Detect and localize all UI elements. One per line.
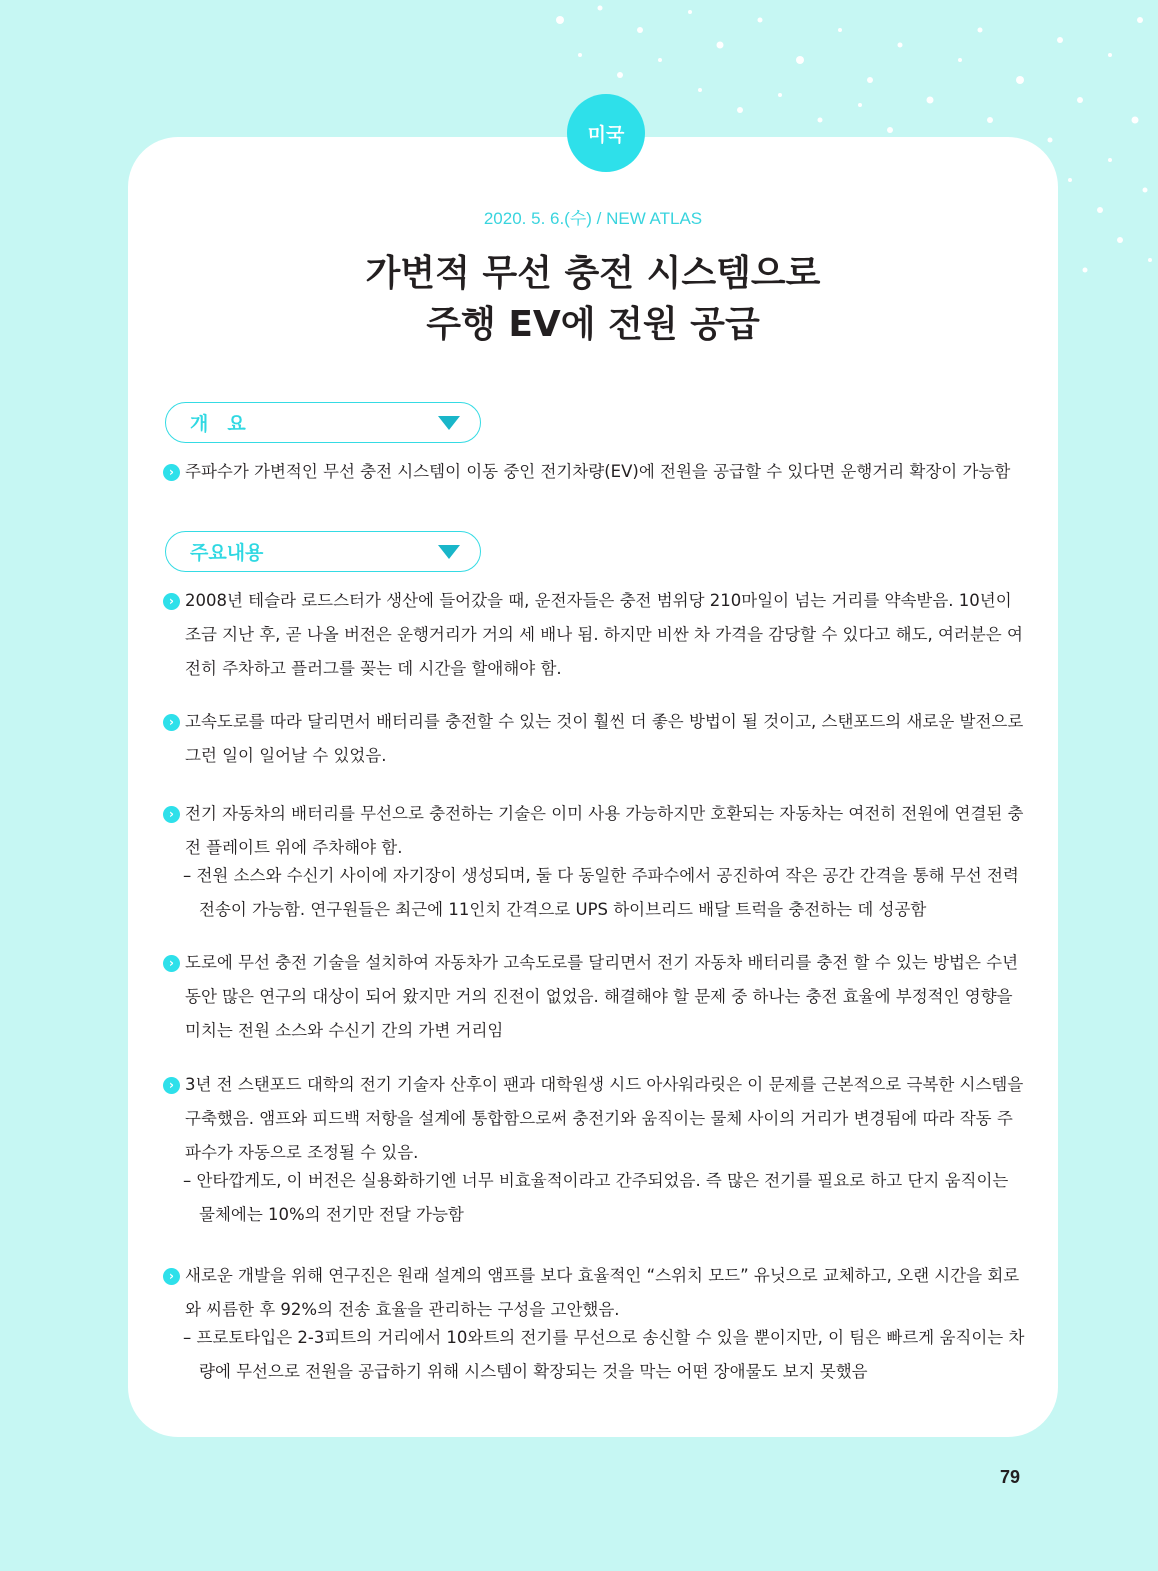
sub-item: – 프로토타입은 2-3피트의 거리에서 10와트의 전기를 무선으로 송신할 수 있을 뿐이지만, 이 팀은 빠르게 움직이는 차량에 무선으로 전원을 공급하기 위해 시스템이 확장되는 것을 막는 어떤 장애물도 보지 못했음 (183, 1328, 1025, 1381)
sub-item: – 전원 소스와 수신기 사이에 자기장이 생성되며, 둘 다 동일한 주파수에서 공진하여 작은 공간 간격을 통해 무선 전력 전송이 가능함. 연구원들은 최근에 11인치 간격으로 UPS 하이브리드 배달 트럭을 충전하는 데 성공함 (183, 866, 1019, 919)
country-badge: 미국 (567, 94, 645, 172)
sub-item: – 안타깝게도, 이 버전은 실용화하기엔 너무 비효율적이라고 간주되었음. 즉 많은 전기를 필요로 하고 단지 움직이는 물체에는 10%의 전기만 전달 가능함 (183, 1171, 1009, 1224)
main-bullet: › 새로운 개발을 위해 연구진은 원래 설계의 앰프를 보다 효율적인 “스위치 모드” 유닛으로 교체하고, 오랜 시간을 회로와 씨름한 후 92%의 전송 효율을 관리하는 구성을 고안했음. (163, 1259, 1025, 1327)
section-main-label: 주요내용 (190, 542, 264, 564)
bullet-arrow-icon: › (163, 806, 180, 823)
main-bullet: › 도로에 무선 충전 기술을 설치하여 자동차가 고속도로를 달리면서 전기 자동차 배터리를 충전 할 수 있는 방법은 수년 동안 많은 연구의 대상이 되어 왔지만 거의 진전이 없었음. 해결해야 할 문제 중 하나는 충전 효율에 부정적인 영향을 미치는 전원 소스와 수신기 간의 가변 거리임 (163, 946, 1025, 1048)
main-bullet: › 2008년 테슬라 로드스터가 생산에 들어갔을 때, 운전자들은 충전 범위당 210마일이 넘는 거리를 약속받음. 10년이 조금 지난 후, 곧 나올 버전은 운행거리가 거의 세 배나 됨. 하지만 비싼 차 가격을 감당할 수 있다고 해도, 여러분은 여전히 주차하고 플러그를 꽂는 데 시간을 할애해야 함. (163, 584, 1025, 686)
bullet-arrow-icon: › (163, 1268, 180, 1285)
main-bullet: › 3년 전 스탠포드 대학의 전기 기술자 산후이 팬과 대학원생 시드 아사워라릿은 이 문제를 근본적으로 극복한 시스템을 구축했음. 앰프와 피드백 저항을 설계에 통합함으로써 충전기와 움직이는 물체 사이의 거리가 변경됨에 따라 작동 주파수가 자동으로 조정될 수 있음. (163, 1068, 1025, 1170)
chevron-down-icon (438, 545, 460, 559)
section-overview-label: 개 요 (190, 413, 246, 435)
section-main-header[interactable] (165, 531, 481, 572)
bullet-arrow-icon: › (163, 593, 180, 610)
bullet-arrow-icon: › (163, 1077, 180, 1094)
title-line-2: 주행 EV에 전원 공급 (426, 304, 760, 345)
date-source: 2020. 5. 6.(수) / NEW ATLAS (483, 209, 703, 228)
bullet-arrow-icon: › (163, 464, 180, 481)
page-number: 79 (999, 1467, 1020, 1487)
title-line-1: 가변적 무선 충전 시스템으로 (365, 253, 821, 294)
bullet-arrow-icon: › (163, 714, 180, 731)
main-bullet: › 전기 자동차의 배터리를 무선으로 충전하는 기술은 이미 사용 가능하지만 호환되는 자동차는 여전히 전원에 연결된 충전 플레이트 위에 주차해야 함. (163, 797, 1025, 865)
overview-bullet: › 주파수가 가변적인 무선 충전 시스템이 이동 중인 전기차량(EV)에 전원을 공급할 수 있다면 운행거리 확장이 가능함 (163, 455, 1025, 489)
page-title (128, 248, 1058, 350)
main-bullet: › 고속도로를 따라 달리면서 배터리를 충전할 수 있는 것이 훨씬 더 좋은 방법이 될 것이고, 스탠포드의 새로운 발전으로 그런 일이 일어날 수 있었음. (163, 705, 1025, 773)
bullet-arrow-icon: › (163, 955, 180, 972)
section-overview-header[interactable] (165, 402, 481, 443)
chevron-down-icon (438, 416, 460, 430)
